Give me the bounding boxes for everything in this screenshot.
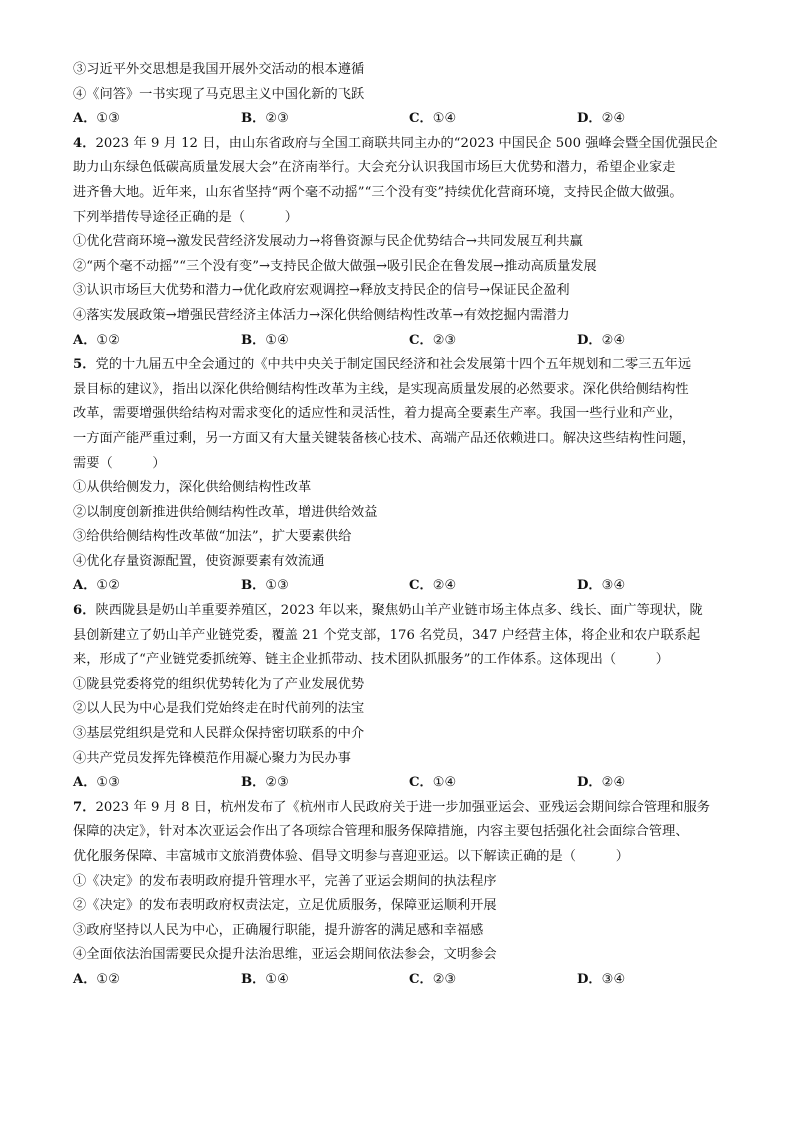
option-b[interactable]: B．②③	[241, 111, 289, 127]
question-5	[73, 353, 723, 599]
question-stem-line: 进齐鲁大地。近年来，山东省坚持“两个毫不动摇”“三个没有变”持续优化营商环境，支持民企做大做强。	[73, 184, 683, 200]
statement-item: ③认识市场巨大优势和潜力→优化政府宏观调控→释放支持民企的信号→保证民企盈利	[73, 283, 570, 299]
question-stem-line: 5．党的十九届五中全会通过的《中共中央关于制定国民经济和社会发展第十四个五年规划和二零三五年远	[73, 357, 692, 373]
question-stem-line: 保障的决定》，针对本次亚运会作出了各项综合管理和服务保障措施，内容主要包括强化社会面综合管理、	[73, 824, 689, 840]
question-stem-line: 来，形成了“产业链党委抓统筹、链主企业抓带动、技术团队抓服务”的工作体系。这体现出（ ）	[73, 652, 670, 668]
question-number: 5．	[73, 357, 96, 373]
answer-options	[73, 968, 723, 993]
question-3-tail	[73, 58, 723, 132]
question-4	[73, 132, 723, 353]
statement-item: ④优化存量资源配置，使资源要素有效流通	[73, 553, 325, 569]
answer-options	[73, 107, 723, 132]
question-number: 6．	[73, 603, 96, 619]
option-c[interactable]: C．①④	[409, 775, 457, 791]
statement-item: ①陇县党委将党的组织优势转化为了产业发展优势	[73, 676, 365, 692]
option-d[interactable]: D．②④	[577, 111, 626, 127]
question-stem-line: 景目标的建议》，指出以深化供给侧结构性改革为主线，是实现高质量发展的必然要求。深化供给侧结构性	[73, 381, 689, 397]
question-stem-line: 一方面产能严重过剩，另一方面又有大量关键装备核心技术、高端产品还依赖进口。解决这些结构性问题，	[73, 430, 696, 446]
option-b[interactable]: B．②③	[241, 775, 289, 791]
question-stem-line: 优化服务保障、丰富城市文旅消费体验、倡导文明参与喜迎亚运。以下解读正确的是（ ）	[73, 849, 629, 864]
statement-item: ④落实发展政策→增强民营经济主体活力→深化供给侧结构性改革→有效挖掘内需潜力	[73, 307, 570, 323]
statement-item: ③给供给侧结构性改革做“加法”，扩大要素供给	[73, 529, 352, 545]
answer-options	[73, 329, 723, 354]
question-number: 4．	[73, 135, 96, 151]
statement-item: ①《决定》的发布表明政府提升管理水平，完善了亚运会期间的执法程序	[73, 873, 497, 889]
statement-item: ③政府坚持以人民为中心，正确履行职能，提升游客的满足感和幸福感	[73, 922, 484, 938]
question-stem-line: 改革，需要增强供给结构对需求变化的适应性和灵活性，着力提高全要素生产率。我国一些行业和产业，	[73, 406, 682, 422]
question-stem-line: 助力山东绿色低碳高质量发展大会”在济南举行。大会充分认识我国市场巨大优势和潜力，希望企业家走	[73, 160, 676, 176]
option-d[interactable]: D．②④	[577, 332, 626, 348]
option-a[interactable]: A．①③	[73, 111, 121, 127]
statement-item: ①优化营商环境→激发民营经济发展动力→将鲁资源与民企优势结合→共同发展互利共赢	[73, 234, 583, 250]
statement-item: ②《决定》的发布表明政府权责法定，立足优质服务，保障亚运顺利开展	[73, 898, 497, 914]
statement-item: ②“两个毫不动摇”“三个没有变”→支持民企做大做强→吸引民企在鲁发展→推动高质量发展	[73, 258, 597, 274]
option-c[interactable]: C．②③	[409, 971, 457, 987]
option-a[interactable]: A．①②	[73, 971, 121, 987]
statement-item: ③基层党组织是党和人民群众保持密切联系的中介	[73, 726, 365, 742]
question-stem-line: 7．2023 年 9 月 8 日，杭州发布了《杭州市人民政府关于进一步加强亚运会、亚残运会期间综合管理和服务	[73, 799, 711, 815]
question-stem-line: 下列举措传导途径正确的是（ ）	[73, 209, 299, 225]
statement-item: ④全面依法治国需要民众提升法治思维，亚运会期间依法参会，文明参会	[73, 947, 497, 963]
question-stem-line: 6．陕西陇县是奶山羊重要养殖区，2023 年以来，聚焦奶山羊产业链市场主体点多、线长、面广等现状，陇	[73, 603, 703, 619]
option-c[interactable]: C．①④	[409, 111, 457, 127]
question-7	[73, 796, 723, 993]
option-a[interactable]: A．①③	[73, 775, 121, 791]
answer-options	[73, 771, 723, 796]
option-a[interactable]: A．①②	[73, 332, 121, 348]
option-c[interactable]: C．②③	[409, 332, 457, 348]
exam-page	[73, 58, 723, 993]
statement-item: ④《问答》一书实现了马克思主义中国化新的飞跃	[73, 86, 365, 102]
question-stem-line: 需要（ ）	[73, 455, 166, 471]
statement-item: ②以人民为中心是我们党始终走在时代前列的法宝	[73, 701, 365, 717]
statement-item: ①从供给侧发力，深化供给侧结构性改革	[73, 480, 312, 496]
question-number: 7．	[73, 799, 96, 815]
statement-item: ②以制度创新推进供给侧结构性改革，增进供给效益	[73, 504, 378, 520]
answer-options	[73, 574, 723, 599]
question-6	[73, 599, 723, 796]
question-stem-line: 县创新建立了奶山羊产业链党委，覆盖 21 个党支部，176 名党员，347 户经营主体，将企业和农户联系起	[73, 627, 701, 643]
statement-item: ④共产党员发挥先锋模范作用凝心聚力为民办事	[73, 750, 351, 766]
option-b[interactable]: B．①④	[241, 971, 289, 987]
option-c[interactable]: C．②④	[409, 578, 457, 594]
option-b[interactable]: B．①③	[241, 578, 289, 594]
statement-item: ③习近平外交思想是我国开展外交活动的根本遵循	[73, 62, 365, 77]
option-d[interactable]: D．③④	[577, 578, 626, 594]
question-stem-line: 4．2023 年 9 月 12 日，由山东省政府与全国工商联共同主办的“2023 中国民企 500 强峰会暨全国优强民企	[73, 135, 718, 151]
option-a[interactable]: A．①②	[73, 578, 121, 594]
option-d[interactable]: D．③④	[577, 971, 626, 987]
option-d[interactable]: D．②④	[577, 775, 626, 791]
option-b[interactable]: B．①④	[241, 332, 289, 348]
